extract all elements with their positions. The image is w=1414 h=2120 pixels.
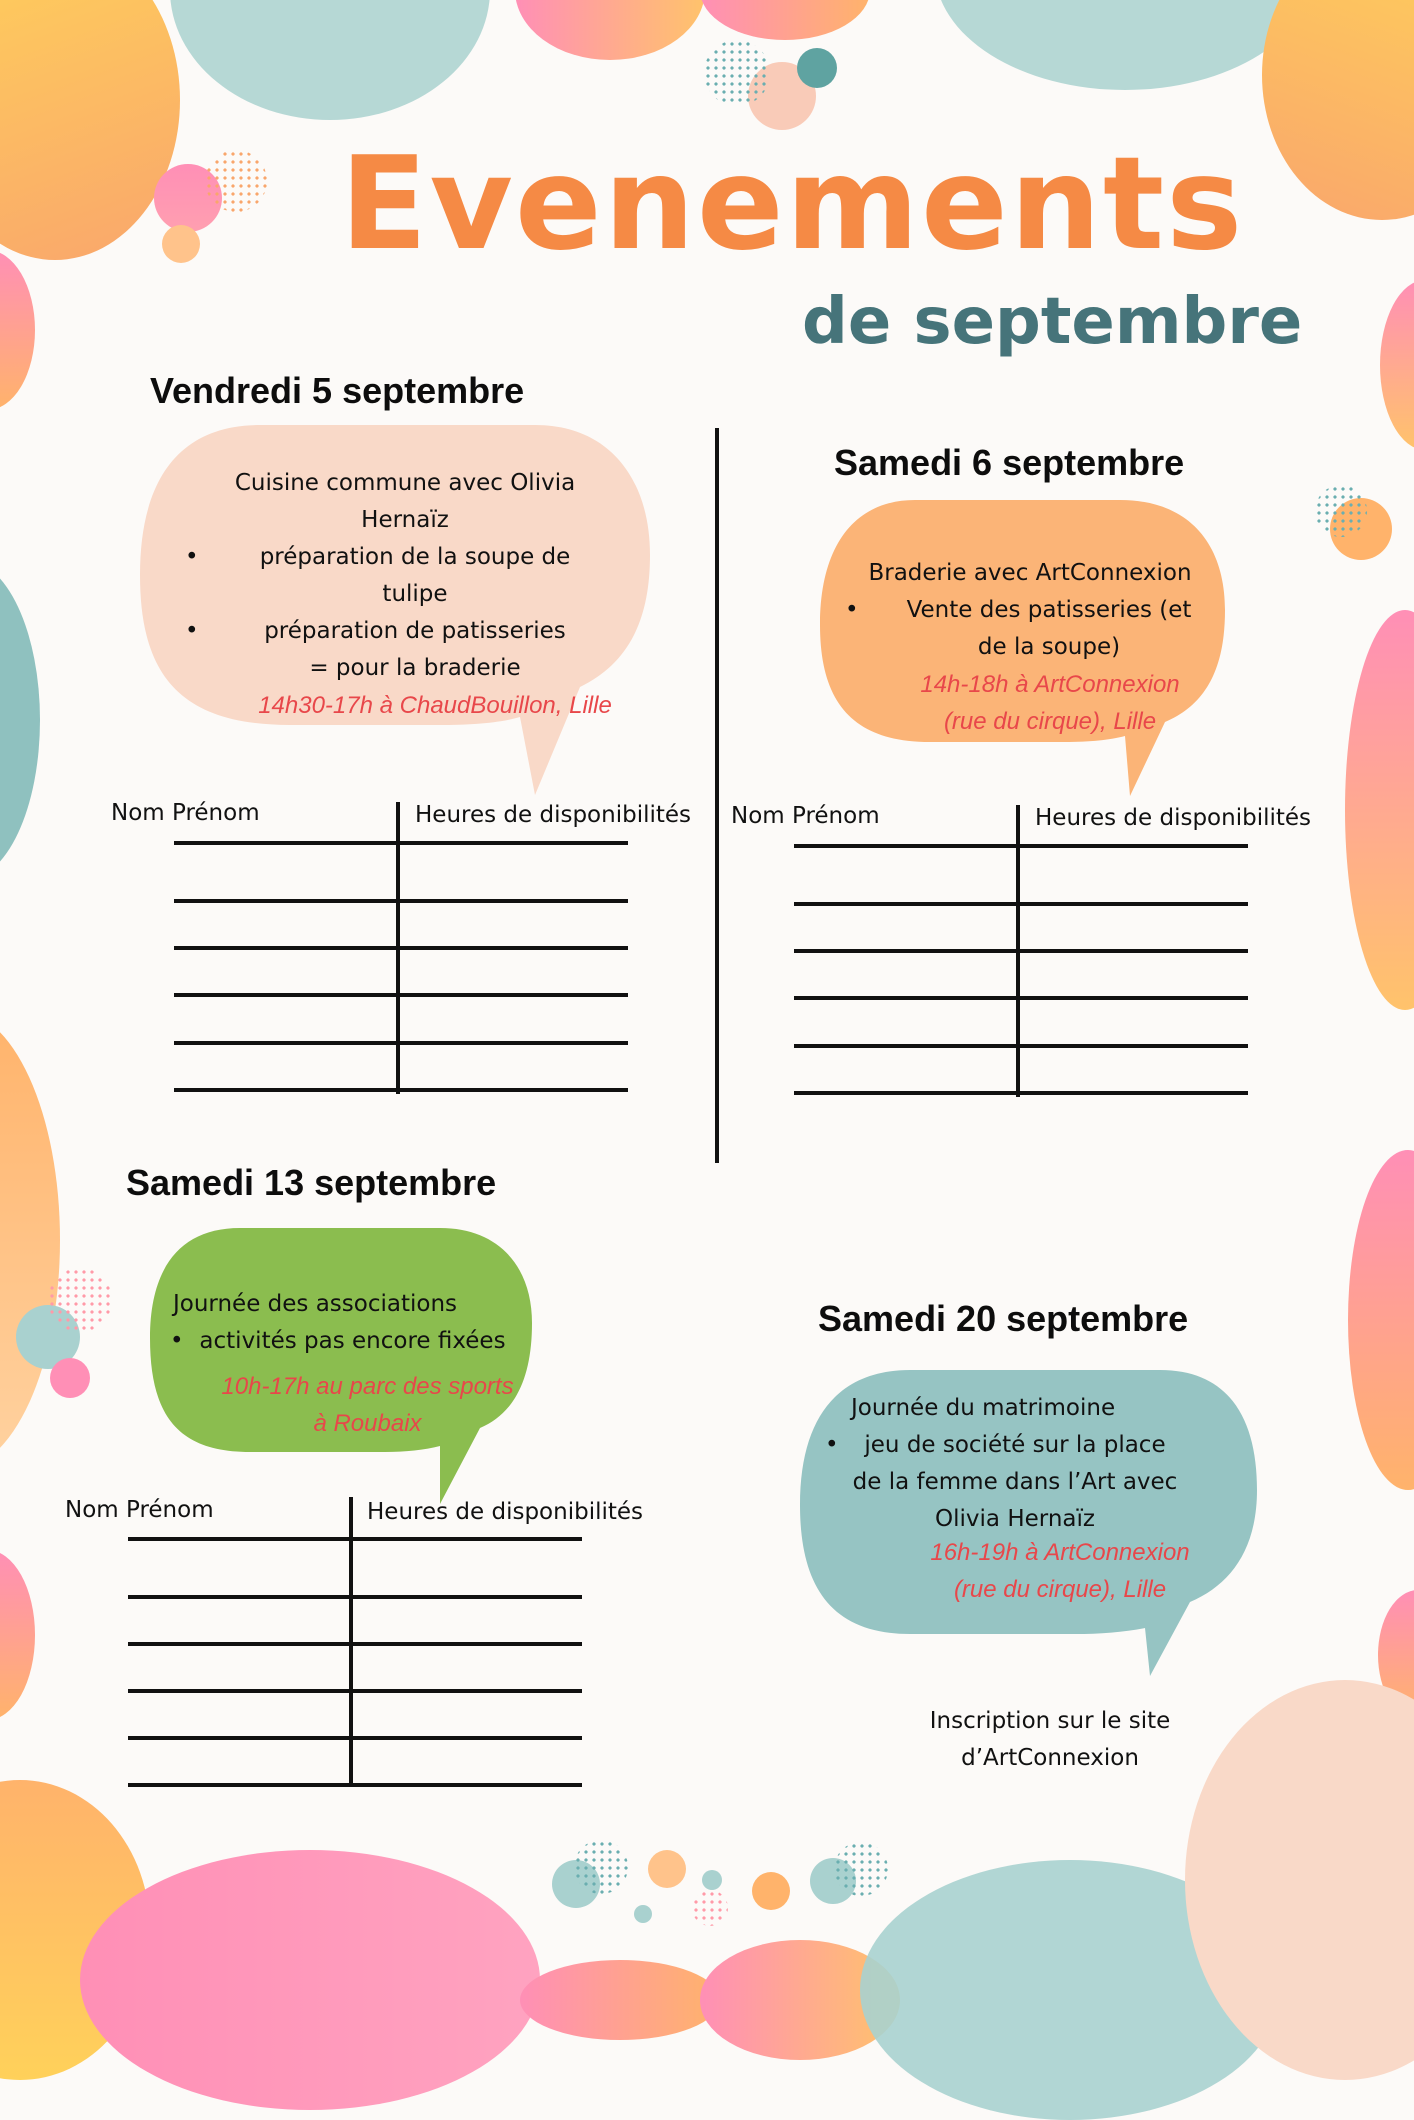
table-row-line <box>174 1088 628 1092</box>
signup-sheet <box>64 1497 664 1797</box>
event-bubble <box>150 1228 535 1508</box>
poster-subtitle: de septembre <box>802 285 1303 359</box>
event-activity-item: • jeu de société sur la place de la femme dans l’Art avec Olivia Hernaïz <box>825 1427 1245 1538</box>
event-time-location: 14h-18h à ArtConnexion <box>920 671 1180 698</box>
column-header-name: Nom Prénom <box>731 803 880 829</box>
column-header-name: Nom Prénom <box>111 800 260 826</box>
event-title: Cuisine commune avec Olivia <box>234 470 576 496</box>
column-header-availability: Heures de disponibilités <box>415 802 692 828</box>
event-activity-item: • Vente des patisseries (et de la soupe) <box>845 592 1215 666</box>
table-row-line <box>128 1783 582 1787</box>
event-activity-list <box>170 1323 515 1360</box>
table-row-line <box>794 844 1248 848</box>
event-title: Braderie avec ArtConnexion <box>868 560 1192 586</box>
event-title: Journée du matrimoine <box>851 1395 1116 1421</box>
table-row-line <box>174 1041 628 1045</box>
table-row-line <box>174 899 628 903</box>
event-time-location: 16h-19h à ArtConnexion <box>930 1539 1190 1566</box>
event-activity-item: • préparation de la soupe de tulipe <box>185 539 625 613</box>
event-bubble <box>140 425 655 800</box>
table-row-line <box>794 902 1248 906</box>
event-activity-item: • activités pas encore fixées <box>170 1323 515 1360</box>
signup-instructions: Inscription sur le site d’ArtConnexion <box>929 1708 1171 1771</box>
table-row-line <box>794 1044 1248 1048</box>
table-row-line <box>794 949 1248 953</box>
event-activity-list <box>825 1427 1245 1538</box>
event-time-location: (rue du cirque), Lille <box>943 708 1157 735</box>
event-day-heading: Samedi 13 septembre <box>126 1162 497 1203</box>
table-row-line <box>128 1595 582 1599</box>
event-activity-list <box>845 592 1215 666</box>
column-header-name: Nom Prénom <box>65 1497 214 1523</box>
table-row-line <box>128 1736 582 1740</box>
event-activity-item: • préparation de patisseries = pour la braderie <box>185 613 625 687</box>
event-activity-list <box>185 539 625 687</box>
event-bubble <box>800 1370 1260 1680</box>
table-row-line <box>794 1091 1248 1095</box>
table-row-line <box>174 946 628 950</box>
poster-title: Evenements <box>340 130 1245 279</box>
event-day-heading: Samedi 6 septembre <box>834 442 1185 483</box>
event-bubble <box>820 500 1230 800</box>
event-title: Hernaïz <box>361 507 449 533</box>
event-time-location: (rue du cirque), Lille <box>953 1576 1167 1603</box>
table-row-line <box>128 1537 582 1541</box>
table-row-line <box>794 996 1248 1000</box>
column-header-availability: Heures de disponibilités <box>1035 805 1312 831</box>
column-divider <box>715 428 719 1163</box>
event-time-location: à Roubaix <box>313 1410 422 1437</box>
table-row-line <box>128 1689 582 1693</box>
table-row-line <box>174 993 628 997</box>
table-row-line <box>174 841 628 845</box>
event-time-location: 14h30-17h à ChaudBouillon, Lille <box>258 692 612 719</box>
signup-sheet <box>110 800 710 1100</box>
column-header-availability: Heures de disponibilités <box>367 1499 644 1525</box>
signup-sheet <box>730 803 1330 1103</box>
event-day-heading: Samedi 20 septembre <box>818 1298 1189 1339</box>
event-title: Journée des associations <box>173 1291 458 1317</box>
event-day-heading: Vendredi 5 septembre <box>150 370 525 411</box>
event-time-location: 10h-17h au parc des sports <box>221 1373 514 1400</box>
table-row-line <box>128 1642 582 1646</box>
